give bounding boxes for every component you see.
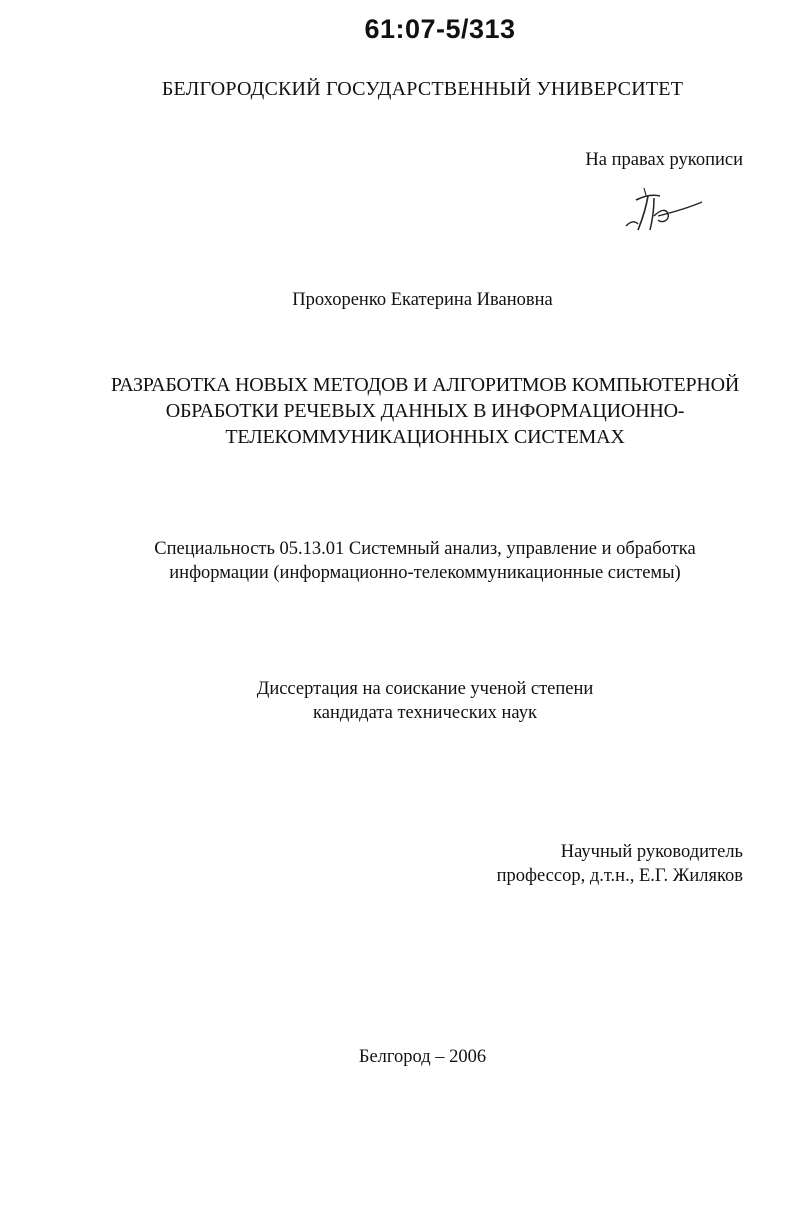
specialty-line: информации (информационно-телекоммуникационные системы) xyxy=(169,563,681,583)
specialty-block xyxy=(0,537,795,585)
title-line: ТЕЛЕКОММУНИКАЦИОННЫХ СИСТЕМАХ xyxy=(225,426,625,448)
catalog-number: 61:07-5/313 xyxy=(364,14,516,44)
title-line: ОБРАБОТКИ РЕЧЕВЫХ ДАННЫХ В ИНФОРМАЦИОННО- xyxy=(165,400,685,422)
supervisor-name: профессор, д.т.н., Е.Г. Жиляков xyxy=(496,866,743,886)
specialty-line: Специальность 05.13.01 Системный анализ, управление и обработка xyxy=(154,539,696,559)
title-line: РАЗРАБОТКА НОВЫХ МЕТОДОВ И АЛГОРИТМОВ КОМПЬЮТЕРНОЙ xyxy=(110,374,740,396)
dissertation-title xyxy=(0,372,795,450)
degree-block xyxy=(0,677,795,725)
handwritten-signature xyxy=(618,186,708,234)
degree-line: кандидата технических наук xyxy=(313,703,537,723)
supervisor-role: Научный руководитель xyxy=(560,842,743,862)
rights-notice: На правах рукописи xyxy=(585,150,743,170)
author-name: Прохоренко Екатерина Ивановна xyxy=(292,290,553,310)
university-name: БЕЛГОРОДСКИЙ ГОСУДАРСТВЕННЫЙ УНИВЕРСИТЕТ xyxy=(161,78,684,100)
city-year: Белгород – 2006 xyxy=(358,1047,487,1067)
supervisor-block xyxy=(497,840,743,888)
degree-line: Диссертация на соискание ученой степени xyxy=(256,679,594,699)
